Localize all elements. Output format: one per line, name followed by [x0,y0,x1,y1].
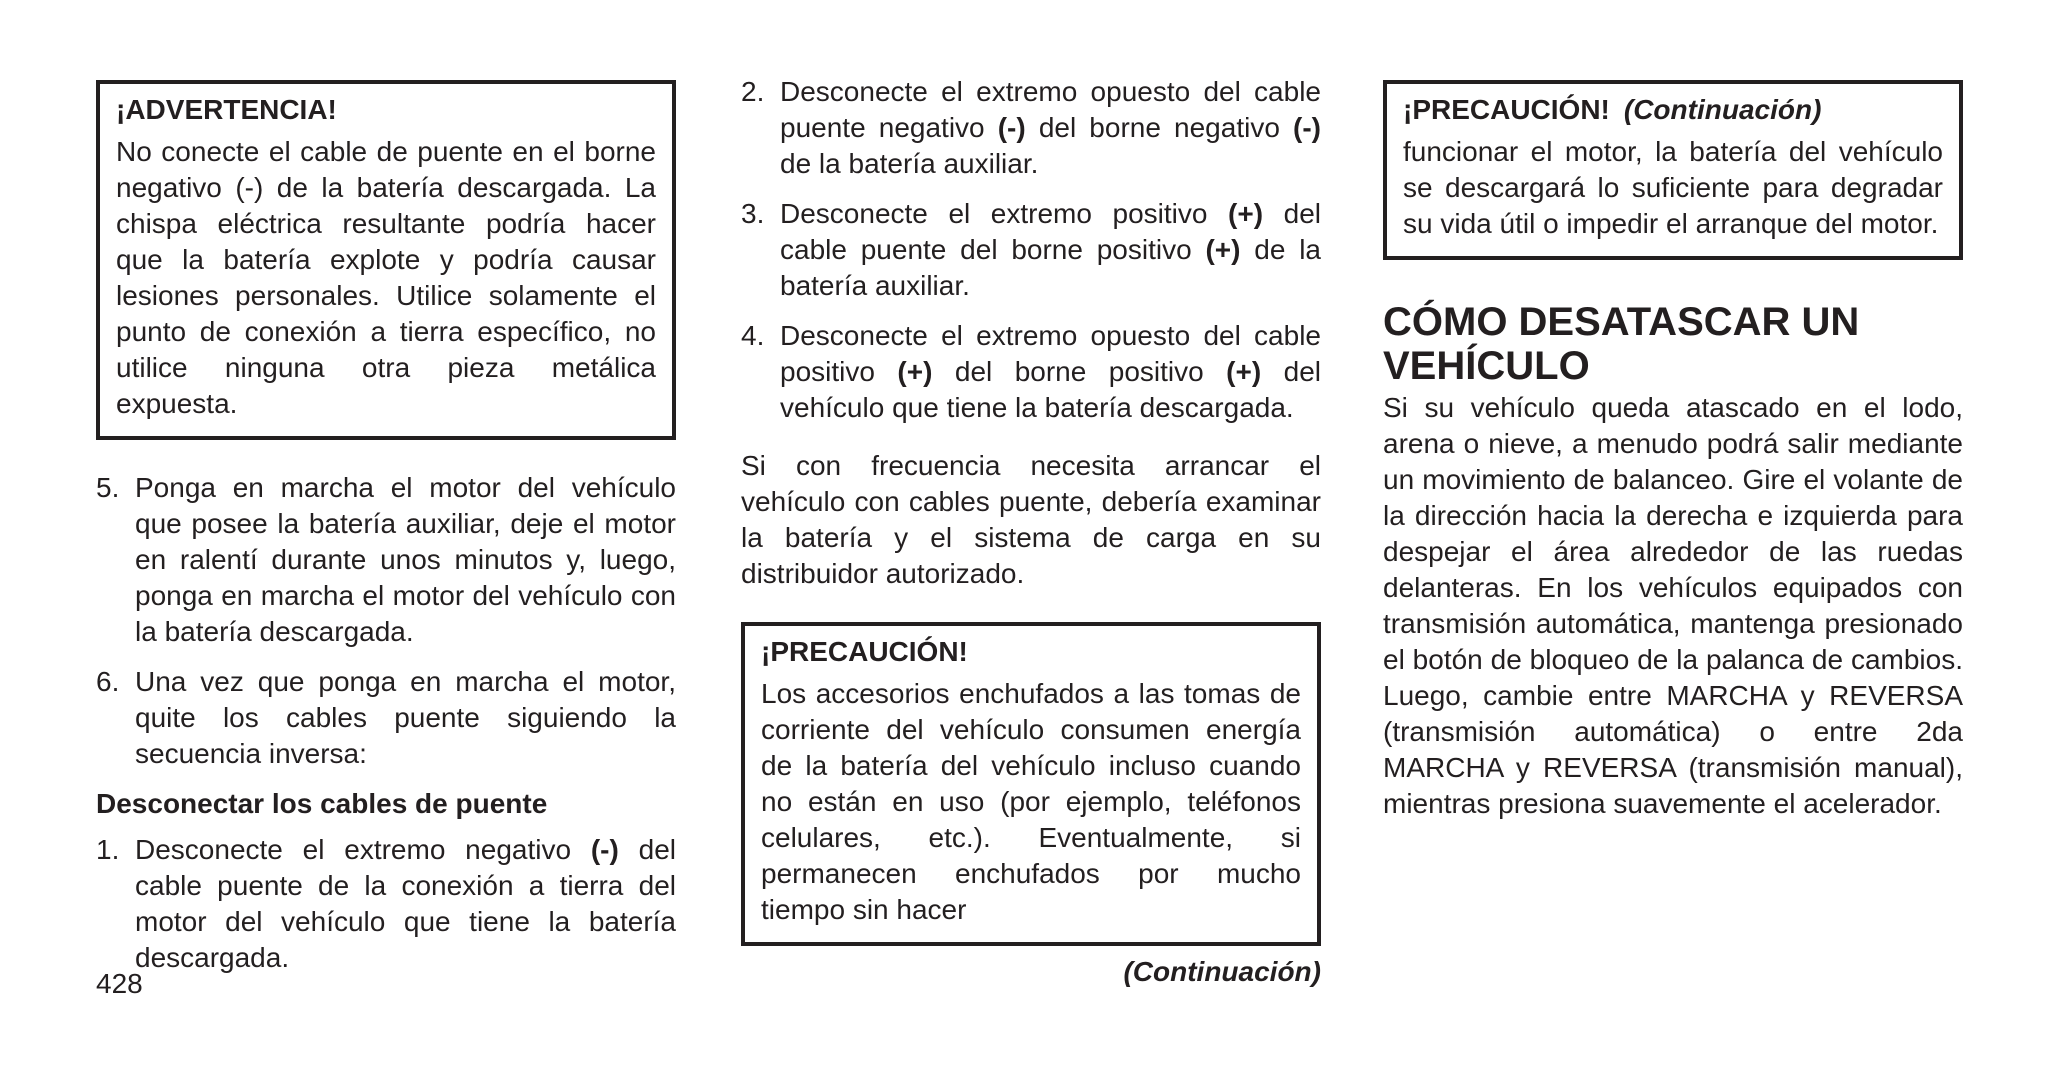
section-title-line1: CÓMO DESATASCAR UN [1383,300,1860,344]
step-number: 3. [741,198,765,229]
disconnect-steps-list [96,832,676,976]
column-right [1383,80,1963,822]
caution-text: Los accesorios enchufados a las tomas de corriente del vehículo consumen energía de la batería del vehículo incluso cuando no están en uso (por ejemplo, teléfonos celulares, etc.). Eventualmente, si permanecen enchufados por mucho tiempo sin hacer [761,678,1301,925]
warning-title: ¡ADVERTENCIA! [116,94,337,125]
step-number: 1. [96,834,120,865]
polarity-symbol: (+) [1226,356,1262,387]
polarity-symbol: (+) [1228,198,1264,229]
caution-continued-title-text: ¡PRECAUCIÓN! [1403,94,1610,125]
step-number: 2. [741,76,765,107]
caution-continued-title [1403,92,1943,128]
step-number: 5. [96,472,120,503]
step-text-pre: Desconecte el extremo negativo [135,834,591,865]
list-item [96,664,676,772]
polarity-symbol: (-) [590,834,619,865]
step-text-pre: Desconecte el extremo opuesto del cable positivo [780,320,1321,387]
section-title [1383,300,1963,388]
caution-continued-box [1383,80,1963,260]
list-item [741,74,1321,182]
list-item [741,196,1321,304]
caution-continued-suffix: (Continuación) [1623,94,1822,125]
step-text-post: de la batería auxiliar. [780,234,1321,301]
disconnect-steps-list-cont [741,74,1321,426]
caution-box [741,622,1321,946]
page-number: 428 [96,968,143,999]
start-steps-list [96,470,676,772]
section-title-line2: VEHÍCULO [1383,344,1590,388]
warning-text: No conecte el cable de puente en el borne negativo (-) de la batería descargada. La chispa eléctrica resultante podría hacer que la batería explote y podría causar lesiones personales. Utilice solamente el punto de conexión a tierra específico, no utilice ninguna otra pieza metálica expuesta. [116,136,656,419]
section-text: Si su vehículo queda atascado en el lodo, arena o nieve, a menudo podrá salir mediante un movimiento de balanceo. Gire el volante de la dirección hacia la derecha e izquierda para despejar el área alrededor de las ruedas delanteras. En los vehículos equipados con transmisión automática, mantenga presionado el botón de bloqueo de la palanca de cambios. Luego, cambie entre MARCHA y REVERSA (transmisión automática) o entre 2da MARCHA y REVERSA (transmisión manual), mientras presiona suavemente el acelerador. [1383,392,1963,819]
warning-box [96,80,676,440]
step-number: 6. [96,666,120,697]
list-item [741,318,1321,426]
polarity-symbol: (-) [997,112,1026,143]
step-text: Una vez que ponga en marcha el motor, quite los cables puente siguiendo la secuencia inversa: [135,666,676,769]
list-item [96,832,676,976]
step-number: 4. [741,320,765,351]
continued-label: (Continuación) [1123,956,1321,987]
caution-continued-text: funcionar el motor, la batería del vehículo se descargará lo suficiente para degradar su vida útil o impedir el arranque del motor. [1403,136,1943,239]
step-text-pre: Desconecte el extremo positivo [780,198,1229,229]
polarity-symbol: (+) [1205,234,1241,265]
step-text-mid: del cable puente del borne positivo [780,198,1321,265]
polarity-symbol: (+) [897,356,933,387]
step-text-pre: Desconecte el extremo opuesto del cable puente negativo [780,76,1321,143]
step-text: Ponga en marcha el motor del vehículo que posee la batería auxiliar, deje el motor en ralentí durante unos minutos y, luego, ponga en marcha el motor del vehículo con la batería descargada. [135,472,676,647]
column-middle [741,74,1321,990]
disconnect-heading: Desconectar los cables de puente [96,788,548,819]
step-text-mid: del borne negativo [1025,112,1294,143]
column-left [96,80,676,990]
frequency-note: Si con frecuencia necesita arrancar el vehículo con cables puente, debería examinar la batería y el sistema de carga en su distribuidor autorizado. [741,450,1321,589]
polarity-symbol: (-) [1293,112,1321,143]
step-text-post: del cable puente de la conexión a tierra del motor del vehículo que tiene la batería descargada. [135,834,676,973]
step-text-post: del vehículo que tiene la batería descargada. [780,356,1321,423]
step-text-mid: del borne positivo [932,356,1227,387]
list-item [96,470,676,650]
caution-title: ¡PRECAUCIÓN! [761,636,968,667]
step-text-post: de la batería auxiliar. [780,148,1039,179]
